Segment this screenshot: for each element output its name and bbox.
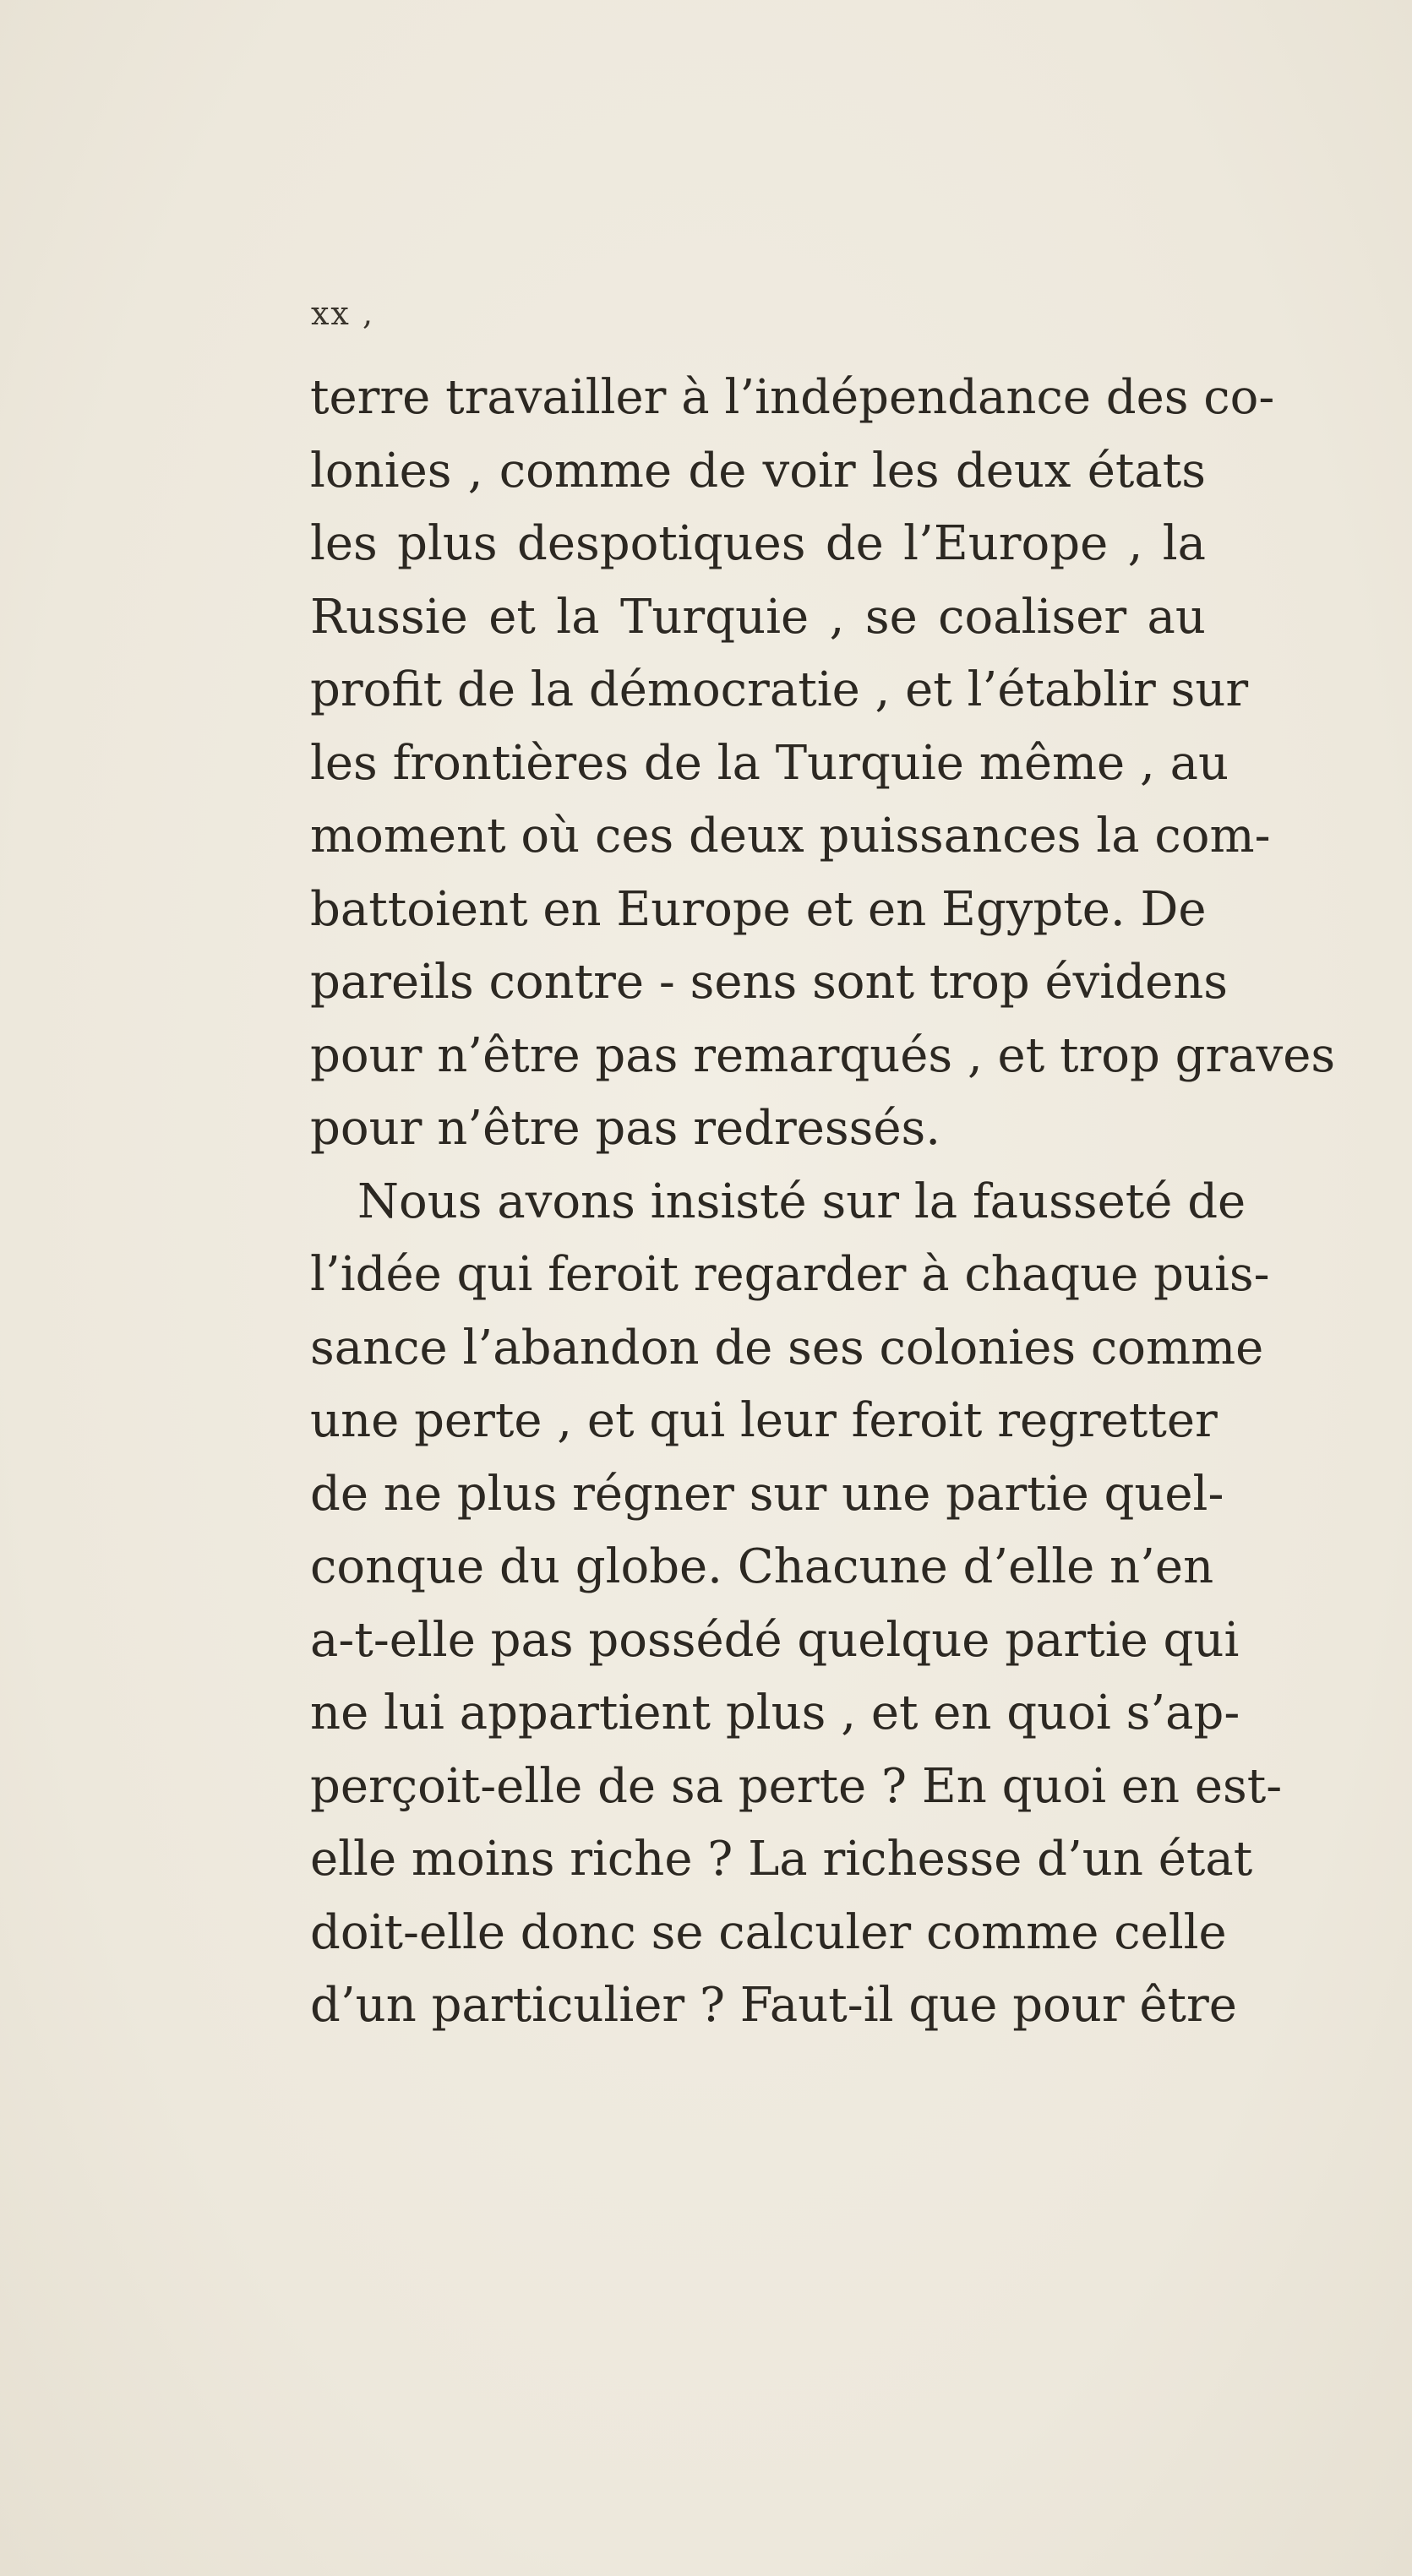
text-line: moment où ces deux puissances la com- [310,809,1271,863]
text-line: pareils contre - sens sont trop évidens [310,955,1229,1010]
page-number: xx , [311,295,375,332]
paragraph-start-line: Nous avons insisté sur la fausseté de [357,1174,1246,1229]
text-line: perçoit-elle de sa perte ? En quoi en est- [310,1758,1283,1814]
text-line: ne lui appartient plus , et en quoi s’ap- [310,1686,1240,1740]
text-line: lonies , comme de voir les deux états [310,443,1206,498]
text-line: Russie et la Turquie , se coaliser au [310,589,1206,645]
text-line: d’un particulier ? Faut-il que pour être [310,1978,1237,2033]
body-text [310,362,1336,2043]
text-line: les plus despotiques de l’Europe , la [310,516,1206,571]
text-line: une perte , et qui leur feroit regretter [310,1393,1218,1448]
text-line: de ne plus régner sur une partie quel- [310,1466,1224,1522]
text-line: les frontières de la Turquie même , au [310,735,1229,791]
text-line: doit-elle donc se calculer comme celle [310,1904,1227,1960]
paragraph-end-line: pour n’être pas redressés. [310,1101,941,1156]
text-line: l’idée qui feroit regarder à chaque puis- [310,1247,1270,1302]
text-line: sance l’abandon de ses colonies comme [310,1320,1264,1375]
text-line: terre travailler à l’indépendance des co- [310,370,1275,425]
text-line: a-t-elle pas possédé quelque partie qui [310,1612,1240,1668]
text-line: profit de la démocratie , et l’établir sur [310,662,1249,717]
text-line: conque du globe. Chacune d’elle n’en [310,1539,1214,1594]
text-line: pour n’être pas remarqués , et trop graves [310,1027,1336,1083]
text-line: battoient en Europe et en Egypte. De [310,881,1207,937]
text-line: elle moins riche ? La richesse d’un état [310,1832,1253,1887]
